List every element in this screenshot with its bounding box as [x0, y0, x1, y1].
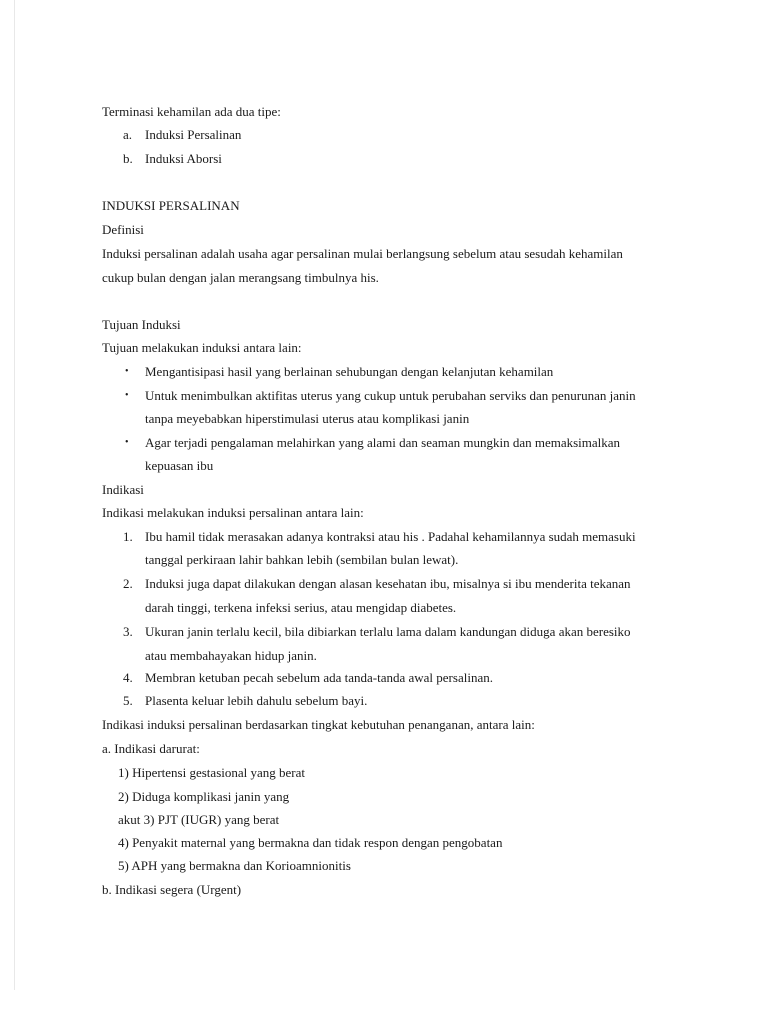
- indication-item-5-line-1: Plasenta keluar lebih dahulu sebelum bayi.: [145, 693, 368, 708]
- indication-marker-3: 3.: [123, 624, 133, 639]
- goals-title: Tujuan Induksi: [102, 317, 181, 332]
- type-marker-b: b.: [123, 151, 133, 166]
- goal-item-2-line-1: Untuk menimbulkan aktifitas uterus yang cukup untuk perubahan serviks dan penurunan janin: [145, 388, 636, 403]
- section-title: INDUKSI PERSALINAN: [102, 198, 240, 213]
- definition-label: Definisi: [102, 222, 144, 237]
- indication-item-2-line-2: darah tinggi, terkena infeksi serius, atau mengidap diabetes.: [145, 600, 457, 615]
- emergency-item-5: 5) APH yang bermakna dan Korioamnionitis: [118, 858, 351, 873]
- goal-item-3-line-1: Agar terjadi pengalaman melahirkan yang alami dan seaman mungkin dan memaksimalkan: [145, 435, 621, 450]
- emergency-label: a. Indikasi darurat:: [102, 741, 200, 756]
- emergency-item-3: akut 3) PJT (IUGR) yang berat: [118, 812, 280, 827]
- need-based-intro: Indikasi induksi persalinan berdasarkan tingkat kebutuhan penanganan, antara lain:: [102, 717, 535, 732]
- goal-bullet-1: •: [125, 366, 129, 377]
- page-left-edge: [14, 0, 15, 990]
- indication-marker-4: 4.: [123, 670, 133, 685]
- goal-item-3-line-2: kepuasan ibu: [145, 458, 214, 473]
- indication-item-4-line-1: Membran ketuban pecah sebelum ada tanda-tanda awal persalinan.: [145, 670, 493, 685]
- emergency-item-2: 2) Diduga komplikasi janin yang: [118, 789, 290, 804]
- indication-item-1-line-2: tanggal perkiraan lahir bahkan lebih (sembilan bulan lewat).: [145, 552, 459, 567]
- goals-intro: Tujuan melakukan induksi antara lain:: [102, 340, 302, 355]
- indications-title: Indikasi: [102, 482, 144, 497]
- indication-item-3-line-1: Ukuran janin terlalu kecil, bila dibiarkan terlalu lama dalam kandungan diduga akan beresiko: [145, 624, 631, 639]
- indications-intro: Indikasi melakukan induksi persalinan antara lain:: [102, 505, 364, 520]
- indication-marker-1: 1.: [123, 529, 133, 544]
- indication-item-1-line-1: Ibu hamil tidak merasakan adanya kontraksi atau his . Padahal kehamilannya sudah memasuki: [145, 529, 636, 544]
- emergency-item-4: 4) Penyakit maternal yang bermakna dan tidak respon dengan pengobatan: [118, 835, 503, 850]
- goal-bullet-2: •: [125, 390, 129, 401]
- goal-bullet-3: •: [125, 437, 129, 448]
- intro-heading: Terminasi kehamilan ada dua tipe:: [102, 104, 281, 119]
- definition-line-2: cukup bulan dengan jalan merangsang timbulnya his.: [102, 270, 379, 285]
- indication-item-2-line-1: Induksi juga dapat dilakukan dengan alasan kesehatan ibu, misalnya si ibu menderita tekanan: [145, 576, 631, 591]
- goal-item-2-line-2: tanpa meyebabkan hiperstimulasi uterus atau komplikasi janin: [145, 411, 470, 426]
- type-item-induksi-aborsi: Induksi Aborsi: [145, 151, 222, 166]
- definition-line-1: Induksi persalinan adalah usaha agar persalinan mulai berlangsung sebelum atau sesudah kehamilan: [102, 246, 623, 261]
- indication-marker-5: 5.: [123, 693, 133, 708]
- indication-marker-2: 2.: [123, 576, 133, 591]
- goal-item-1-line-1: Mengantisipasi hasil yang berlainan sehubungan dengan kelanjutan kehamilan: [145, 364, 554, 379]
- type-marker-a: a.: [123, 127, 133, 142]
- urgent-label: b. Indikasi segera (Urgent): [102, 882, 242, 897]
- indication-item-3-line-2: atau membahayakan hidup janin.: [145, 648, 317, 663]
- emergency-item-1: 1) Hipertensi gestasional yang berat: [118, 765, 305, 780]
- type-item-induksi-persalinan: Induksi Persalinan: [145, 127, 242, 142]
